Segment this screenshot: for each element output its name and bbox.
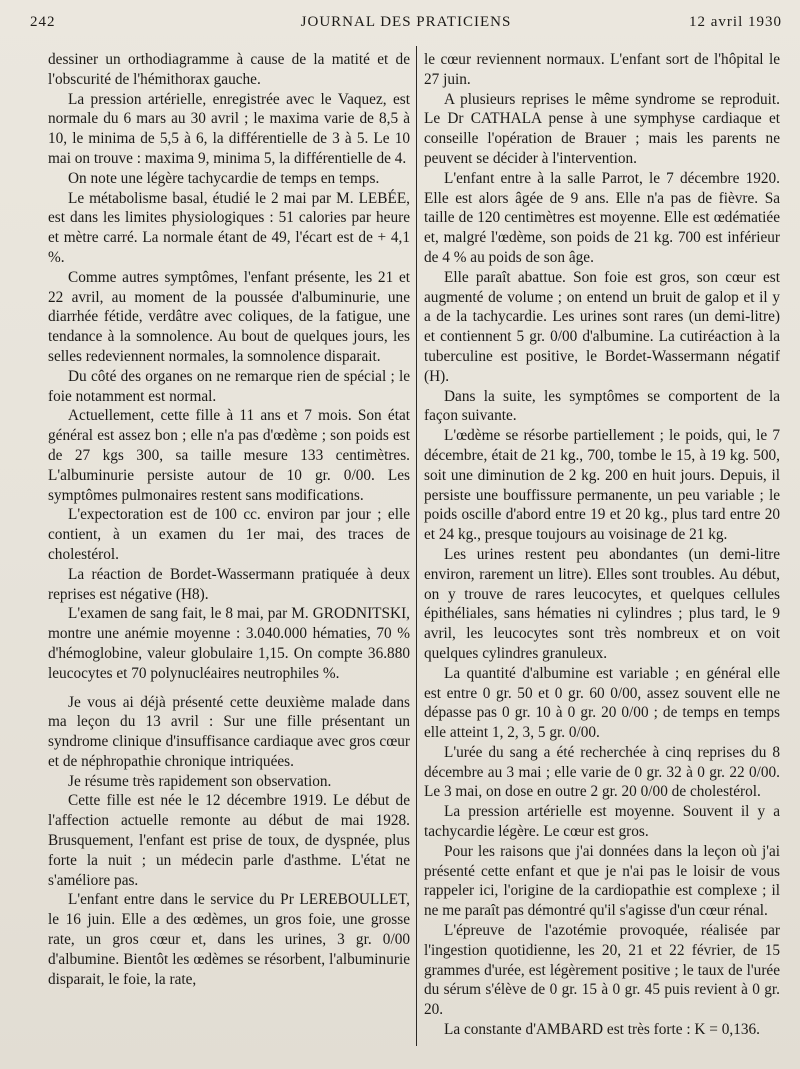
paragraph: L'urée du sang a été recherchée à cinq reprises du 8 décembre au 3 mai ; elle varie de 0 gr. 32 à 0 gr. 22 0/00. Le 3 mai, on dose en outre 2 gr. 20 0/00 de cholestérol.	[424, 743, 780, 801]
paragraph: Actuellement, cette fille à 11 ans et 7 mois. Son état général est assez bon ; elle n'a pas d'œdème ; son poids est de 27 kgs 300, sa taille mesure 133 centimètres. L'albuminurie persiste autour de 10 gr. 0/00. Les symptômes pulmonaires restent sans modifications.	[48, 407, 410, 504]
paragraph: Du côté des organes on ne remarque rien de spécial ; le foie notamment est normal.	[48, 367, 410, 405]
paragraph: La constante d'AMBARD est très forte : K = 0,136.	[444, 1021, 760, 1039]
issue-date: 12 avril 1930	[689, 14, 782, 30]
page-number: 242	[30, 14, 56, 30]
paragraph: L'enfant entre dans le service du Pr LEREBOULLET, le 16 juin. Elle a des œdèmes, un gros foie, une grosse rate, un gros cœur et, dans les urines, 3 gr. 0/00 d'albumine. Bientôt les œdèmes se résorbent, l'albuminurie disparait, le foie, la rate,	[48, 891, 410, 988]
paragraph: Je résume très rapidement son observation.	[68, 772, 332, 790]
left-column	[48, 50, 410, 1060]
paragraph: dessiner un orthodiagramme à cause de la matité et de l'obscurité de l'hémithorax gauche.	[48, 51, 410, 88]
paragraph: Je vous ai déjà présenté cette deuxième malade dans ma leçon du 13 avril : Sur une fille présentant un syndrome clinique d'insuffisance cardiaque avec gros cœur et de néphropathie chronique intriquées.	[48, 693, 410, 770]
paragraph: Elle paraît abattue. Son foie est gros, son cœur est augmenté de volume ; on entend un bruit de galop et il y a de la tachycardie. Les urines sont rares (un demi-litre) et contiennent 5 gr. 0/00 d'albumine. La cutiréaction à la tuberculine est positive, le Bordet-Wassermann négatif (H).	[424, 268, 780, 385]
paragraph: le cœur reviennent normaux. L'enfant sort de l'hôpital le 27 juin.	[424, 51, 780, 88]
paragraph: L'œdème se résorbe partiellement ; le poids, qui, le 7 décembre, était de 21 kg., 700, tombe le 15, à 19 kg. 500, soit une diminution de 2 kg. 200 en huit jours. Depuis, il persiste une bouffissure permanente, un peu variable ; le poids oscille d'abord entre 19 et 20 kg., plus tard entre 20 et 24 kg., presque toujours au voisinage de 21 kg.	[424, 427, 780, 544]
paragraph: Les urines restent peu abondantes (un demi-litre environ, rarement un litre). Elles sont troubles. Au début, on y trouve de rares leucocytes, et quelques cellules épithéliales, sans hématies ni cylindres ; plus tard, le 9 avril, les leucocytes sont très nombreux et on voit quelques cylindres granuleux.	[424, 545, 780, 662]
paragraph: La pression artérielle, enregistrée avec le Vaquez, est normale du 6 mars au 30 avril ; le maxima varie de 8,5 à 10, le minima de 5,5 à 6, la différentielle de 3 à 5. Le 10 mai on trouve : maxima 9, minima 5, la différentielle de 4.	[48, 90, 410, 167]
paragraph: La pression artérielle est moyenne. Souvent il y a tachycardie légère. Le cœur est gros.	[424, 803, 780, 841]
paragraph: L'enfant entre à la salle Parrot, le 7 décembre 1920. Elle est alors âgée de 9 ans. Elle n'a pas de fièvre. Sa taille de 120 centimètres est moyenne. Elle est œdématiée et, malgré l'œdème, son poids de 21 kg. 700 est inférieur de 4 % au poids de son âge.	[424, 169, 780, 266]
paragraph: La réaction de Bordet-Wassermann pratiquée à deux reprises est négative (H8).	[48, 565, 410, 603]
paragraph: Comme autres symptômes, l'enfant présente, les 21 et 22 avril, au moment de la poussée d'albuminurie, une diarrhée fétide, verdâtre avec coliques, de la fatigue, une tendance à la somnolence. Au bout de quelques jours, les selles redeviennent normales, la somnolence disparait.	[48, 268, 410, 365]
journal-title: JOURNAL DES PRATICIENS	[300, 14, 512, 30]
column-divider	[416, 46, 417, 1046]
paragraph: La quantité d'albumine est variable ; en général elle est entre 0 gr. 50 et 0 gr. 60 0/00, assez souvent elle ne dépasse pas 0 gr. 10 à 0 gr. 20 0/00 ; de temps en temps elle atteint 1, 2, 3, 5 gr. 0/00.	[424, 664, 780, 742]
paragraph: Cette fille est née le 12 décembre 1919. Le début de l'affection actuelle remonte au début de mai 1928. Brusquement, l'enfant est prise de toux, de dyspnée, plus forte la nuit ; un médecin parle d'asthme. L'état ne s'améliore pas.	[48, 792, 410, 889]
paragraph: On note une légère tachycardie de temps en temps.	[68, 169, 380, 187]
paragraph: Le métabolisme basal, étudié le 2 mai par M. LEBÉE, est dans les limites physiologiques : 51 calories par heure et mètre carré. La normale étant de 49, l'écart est de + 4,1 %.	[48, 189, 410, 266]
paragraph: L'épreuve de l'azotémie provoquée, réalisée par l'ingestion quotidienne, les 20, 21 et 22 février, de 15 grammes d'urée, est légèrement positive ; le taux de l'urée du sérum s'élève de 0 gr. 15 à 0 gr. 45 puis revient à 0 gr. 20.	[424, 922, 780, 1019]
paragraph: L'examen de sang fait, le 8 mai, par M. GRODNITSKI, montre une anémie moyenne : 3.040.000 hématies, 70 % d'hémoglobine, valeur globulaire 1,15. On compte 36.880 leucocytes et 70 polynucléaires neutrophiles %.	[48, 605, 410, 682]
paragraph: Pour les raisons que j'ai données dans la leçon où j'ai présenté cette enfant et que je n'ai pas le loisir de vous rappeler ici, l'origine de la cardiopathie est complexe ; il ne me paraît pas démontré qu'il s'agisse d'un cœur rénal.	[424, 842, 780, 920]
running-header	[30, 14, 782, 36]
paragraph: Dans la suite, les symptômes se comportent de la façon suivante.	[424, 387, 780, 425]
paragraph: A plusieurs reprises le même syndrome se reproduit. Le Dr CATHALA pense à une symphyse cardiaque et conseille l'opération de Brauer ; mais les parents ne peuvent se décider à l'intervention.	[424, 90, 780, 167]
right-column	[424, 50, 780, 1060]
paragraph: L'expectoration est de 100 cc. environ par jour ; elle contient, à un examen du 1er mai, des traces de cholestérol.	[48, 506, 410, 563]
